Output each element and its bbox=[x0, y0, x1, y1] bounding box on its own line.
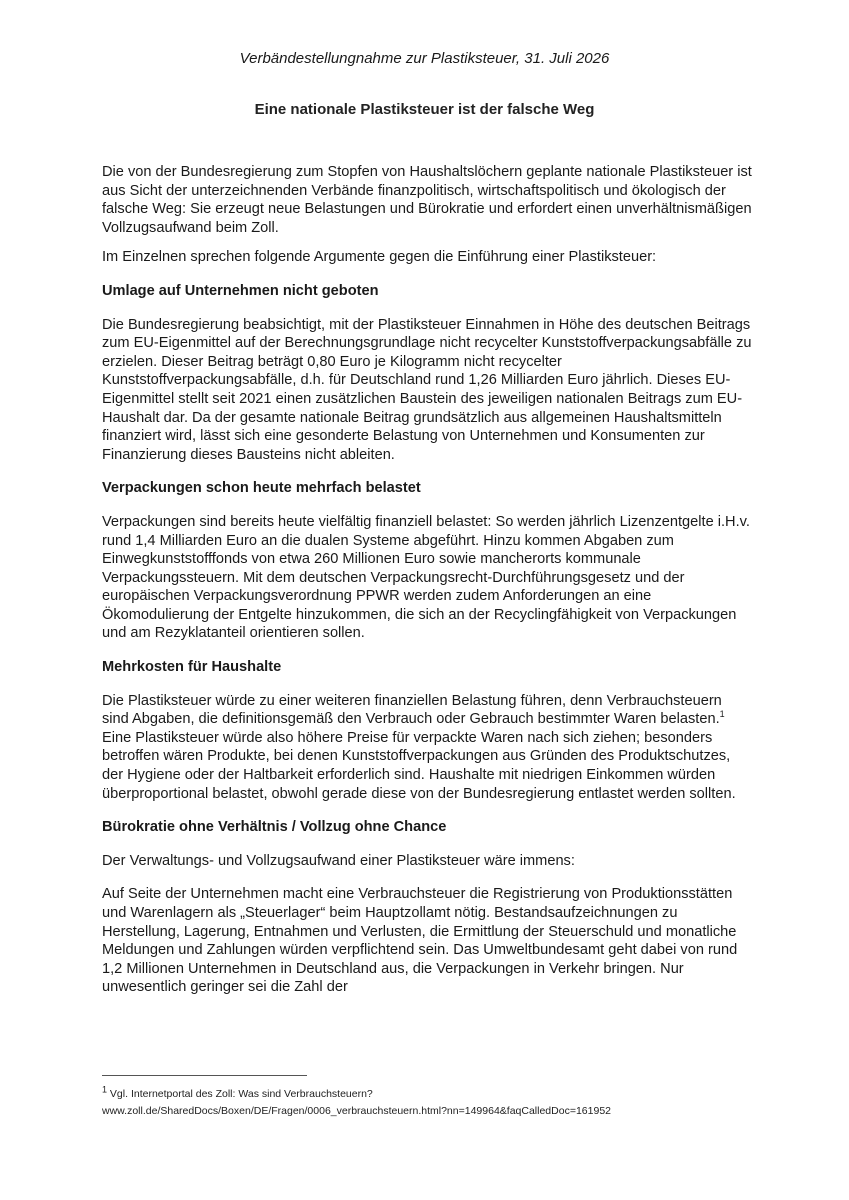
footnote-reference[interactable]: 1 bbox=[719, 709, 725, 720]
section-heading: Mehrkosten für Haushalte bbox=[102, 659, 282, 676]
intro-paragraph: Die von der Bundesregierung zum Stopfen von Haushaltslöchern geplante nationale Plastiksteuer ist aus Sicht der unterzeichnenden Verbände finanzpolitisch, wirtschaftspolitisch und ökologisch der falsche Weg: Sie erzeugt neue Belastungen und Bürokratie und erfordert einen unverhältnismäßigen Vollzugsaufwand beim Zoll. bbox=[102, 164, 752, 236]
document-body bbox=[102, 163, 752, 997]
section-heading: Umlage auf Unternehmen nicht geboten bbox=[102, 282, 379, 299]
footnote-mark: 1 bbox=[102, 1084, 108, 1095]
section-heading: Verpackungen schon heute mehrfach belastet bbox=[102, 480, 421, 497]
footnote-text: Vgl. Internetportal des Zoll: Was sind Verbrauchsteuern? bbox=[107, 1088, 373, 1100]
footnote-divider bbox=[102, 1075, 307, 1076]
paragraph-text: Die Plastiksteuer würde zu einer weiteren finanziellen Belastung führen, denn Verbrauchsteuern sind Abgaben, die definitionsgemäß den Verbrauch oder Gebrauch bestimmter Waren belasten. bbox=[102, 692, 722, 728]
section-paragraph: Auf Seite der Unternehmen macht eine Verbrauchsteuer die Registrierung von Produktionsstätten und Warenlagern als „Steuerlager“ beim Hauptzollamt nötig. Bestandsaufzeichnungen zu Herstellung, Lagerung, Entnahmen und Verlusten, die Ermittlung der Steuerschuld und monatliche Meldungen und Zahlungen würden verpflichtend sein. Das Umweltbundesamt geht dabei von rund 1,2 Millionen Unternehmen in Deutschland aus, die Verpackungen in Verkehr bringen. Nur unwesentlich geringer sei die Zahl der bbox=[102, 886, 738, 996]
section-paragraph bbox=[102, 692, 752, 804]
footnote bbox=[102, 1086, 802, 1120]
section-paragraph: Der Verwaltungs- und Vollzugsaufwand einer Plastiksteuer wäre immens: bbox=[102, 852, 575, 869]
footnote-url[interactable]: www.zoll.de/SharedDocs/Boxen/DE/Fragen/0006_verbrauchsteuern.html?nn=149964&faqCalledDoc=161952 bbox=[102, 1105, 611, 1117]
section-heading: Bürokratie ohne Verhältnis / Vollzug ohne Chance bbox=[102, 819, 447, 836]
intro-paragraph: Im Einzelnen sprechen folgende Argumente gegen die Einführung einer Plastiksteuer: bbox=[102, 249, 657, 266]
document-header: Verbändestellungnahme zur Plastiksteuer, 31. Juli 2026 bbox=[239, 50, 610, 67]
section-paragraph: Verpackungen sind bereits heute vielfältig finanziell belastet: So werden jährlich Lizenzentgelte i.H.v. rund 1,4 Milliarden Euro an die dualen Systeme abgeführt. Hinzu kommen Abgaben zum Einwegkunststofffonds von etwa 260 Millionen Euro sowie mancherorts kommunale Verpackungssteuern. Mit dem deutschen Verpackungsrecht-Durchführungsgesetz und der europäischen Verpackungsverordnung PPWR werden zudem Anforderungen an eine Ökomodulierung der Entgelte hinzukommen, die sich an der Recyclingfähigkeit von Verpackungen und am Rezyklatanteil orientieren sollen. bbox=[102, 513, 750, 642]
paragraph-text: Eine Plastiksteuer würde also höhere Preise für verpackte Waren nach sich ziehen; besonders betroffen wären Produkte, bei denen Kunststoffverpackungen aus Gründen des Produktschutzes, der Hygiene oder der Haltbarkeit erforderlich sind. Haushalte mit niedrigen Einkommen würden überproportional belastet, obwohl gerade diese von der Bundesregierung entlastet werden sollten. bbox=[102, 729, 736, 802]
section-paragraph: Die Bundesregierung beabsichtigt, mit der Plastiksteuer Einnahmen in Höhe des deutschen Beitrags zum EU-Eigenmittel auf der Berechnungsgrundlage nicht recycelter Kunststoffverpackungsabfälle zu erzielen. Dieser Beitrag beträgt 0,80 Euro je Kilogramm nicht recycelter Kunststoffverpackungsabfälle, d.h. für Deutschland rund 1,26 Milliarden Euro jährlich. Dieses EU-Eigenmittel stellt seit 2021 einen zusätzlichen Baustein des jeweiligen nationalen Beitrags zum EU-Haushalt dar. Da der gesamte nationale Beitrag grundsätzlich aus allgemeinen Haushaltsmitteln finanziert wird, lässt sich eine gesonderte Belastung von Unternehmen und Konsumenten zur Finanzierung dieses Bausteins nicht ableiten. bbox=[102, 316, 752, 463]
document-title: Eine nationale Plastiksteuer ist der falsche Weg bbox=[254, 101, 595, 118]
